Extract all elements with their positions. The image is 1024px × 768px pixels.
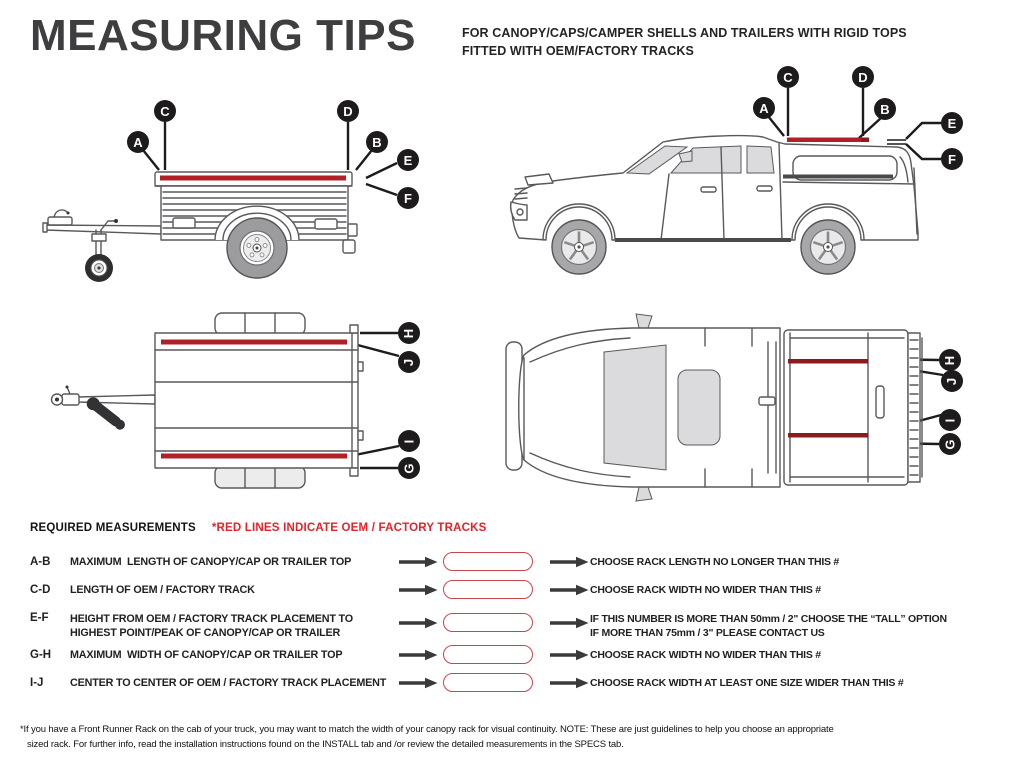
measurement-row-ij bbox=[30, 672, 996, 693]
red-lines-legend: *RED LINES INDICATE OEM / FACTORY TRACKS bbox=[211, 522, 487, 534]
row-code: C-D bbox=[30, 583, 51, 596]
callout-badge-g: G bbox=[398, 457, 420, 479]
footnote-line-1: *If you have a Front Runner Rack on the cab of your truck, you may want to match the width of your canopy rack for visual continuity. NOTE: These are just guidelines to help you choose an appropriate bbox=[20, 724, 834, 735]
arrow-right-icon bbox=[398, 617, 438, 629]
trailer-top-view-art bbox=[30, 305, 450, 510]
oem-track-red-line bbox=[160, 176, 346, 181]
arrow-right-icon bbox=[549, 617, 589, 629]
callout-badge-i: I bbox=[398, 430, 420, 452]
truck-top-view-art bbox=[500, 300, 990, 515]
row-code: I-J bbox=[30, 676, 44, 689]
measurement-row-ab bbox=[30, 551, 996, 572]
callout-badge-b: B bbox=[874, 98, 896, 120]
callout-badge-c: C bbox=[777, 66, 799, 88]
oem-track-red-line bbox=[787, 138, 869, 143]
row-description: LENGTH OF OEM / FACTORY TRACK bbox=[70, 583, 255, 596]
truck-side-view-diagram bbox=[495, 62, 1015, 302]
ef-target-ticks bbox=[887, 140, 906, 144]
row-code: A-B bbox=[30, 555, 51, 568]
footnote-line-2: sized rack. For further info, read the installation instructions found on the INSTALL tab and /or review the detailed measurements in the SPECS tab. bbox=[27, 738, 624, 750]
oem-track-dark-red-line-bottom bbox=[788, 433, 868, 438]
row-result: CHOOSE RACK WIDTH NO WIDER THAN THIS # bbox=[590, 648, 821, 661]
arrow-right-icon bbox=[549, 556, 589, 568]
callout-badge-e: E bbox=[397, 149, 419, 171]
page-title: MEASURING TIPS bbox=[30, 11, 416, 60]
row-description: HEIGHT FROM OEM / FACTORY TRACK PLACEMENT TO HIGHEST POINT/PEAK OF CANOPY/CAP OR TRAILER bbox=[70, 613, 353, 639]
arrow-right-icon bbox=[398, 649, 438, 661]
side-mirror-top bbox=[636, 314, 652, 328]
callout-badge-e: E bbox=[941, 112, 963, 134]
oem-track-red-line-top bbox=[161, 340, 347, 345]
trailer-side-view-art bbox=[30, 88, 450, 298]
footnote bbox=[20, 723, 1018, 752]
callout-badge-i: I bbox=[939, 409, 961, 431]
trailer-wheel bbox=[227, 218, 287, 278]
arrow-right-icon bbox=[549, 649, 589, 661]
callout-badge-a: A bbox=[753, 97, 775, 119]
callout-badge-d: D bbox=[337, 100, 359, 122]
callout-badge-b: B bbox=[366, 131, 388, 153]
side-mirror-bottom bbox=[636, 487, 652, 501]
front-wheel bbox=[552, 220, 606, 274]
measurement-value-box[interactable] bbox=[443, 613, 533, 632]
measurement-value-box[interactable] bbox=[443, 645, 533, 664]
page-subtitle bbox=[462, 24, 962, 60]
row-result: CHOOSE RACK WIDTH AT LEAST ONE SIZE WIDER THAN THIS # bbox=[590, 676, 904, 689]
callout-badge-g: G bbox=[939, 433, 961, 455]
row-description: MAXIMUM LENGTH OF CANOPY/CAP OR TRAILER TOP bbox=[70, 555, 352, 568]
row-result: CHOOSE RACK LENGTH NO LONGER THAN THIS # bbox=[590, 555, 840, 568]
row-description: CENTER TO CENTER OF OEM / FACTORY TRACK PLACEMENT bbox=[70, 676, 387, 689]
required-measurements-section bbox=[30, 522, 996, 700]
measurement-row-gh bbox=[30, 644, 996, 665]
row-result: IF THIS NUMBER IS MORE THAN 50mm / 2" CHOOSE THE “TALL” OPTION IF MORE THAN 75mm / 3" PLEASE CONTACT US bbox=[590, 613, 947, 639]
rear-wheel bbox=[801, 220, 855, 274]
sunroof bbox=[678, 370, 720, 445]
windshield bbox=[604, 345, 666, 470]
callout-badge-j: J bbox=[398, 351, 420, 373]
subtitle-line-2: FITTED WITH OEM/FACTORY TRACKS bbox=[462, 44, 694, 58]
callout-badge-h: H bbox=[939, 349, 961, 371]
callout-badge-f: F bbox=[397, 187, 419, 209]
trailer-top-view-diagram bbox=[30, 305, 450, 510]
callout-badge-j: J bbox=[941, 370, 963, 392]
row-result: CHOOSE RACK WIDTH NO WIDER THAN THIS # bbox=[590, 583, 821, 596]
callout-badge-f: F bbox=[941, 148, 963, 170]
measurement-row-cd bbox=[30, 579, 996, 600]
measurement-value-box[interactable] bbox=[443, 673, 533, 692]
subtitle-line-1: FOR CANOPY/CAPS/CAMPER SHELLS AND TRAILERS WITH RIGID TOPS bbox=[462, 26, 907, 40]
headlight bbox=[525, 174, 553, 185]
truck-top-view-diagram bbox=[500, 300, 990, 515]
measurement-row-ef bbox=[30, 609, 996, 640]
row-code: G-H bbox=[30, 648, 52, 661]
oem-track-dark-red-line-top bbox=[788, 359, 868, 364]
measurement-value-box[interactable] bbox=[443, 580, 533, 599]
row-description: MAXIMUM WIDTH OF CANOPY/CAP OR TRAILER TOP bbox=[70, 648, 343, 661]
row-code: E-F bbox=[30, 612, 49, 624]
trailer-side-view-diagram bbox=[30, 88, 450, 298]
measurements-header-row bbox=[30, 522, 996, 534]
measurement-value-box[interactable] bbox=[443, 552, 533, 571]
measurements-heading: REQUIRED MEASUREMENTS bbox=[30, 522, 196, 534]
arrow-right-icon bbox=[398, 677, 438, 689]
truck-side-view-art bbox=[495, 62, 1015, 302]
arrow-right-icon bbox=[398, 556, 438, 568]
arrow-right-icon bbox=[549, 677, 589, 689]
callout-badge-d: D bbox=[852, 66, 874, 88]
oem-track-red-line-bottom bbox=[161, 454, 347, 459]
callout-badge-a: A bbox=[127, 131, 149, 153]
arrow-right-icon bbox=[398, 584, 438, 596]
callout-badge-h: H bbox=[398, 322, 420, 344]
arrow-right-icon bbox=[549, 584, 589, 596]
callout-badge-c: C bbox=[154, 100, 176, 122]
